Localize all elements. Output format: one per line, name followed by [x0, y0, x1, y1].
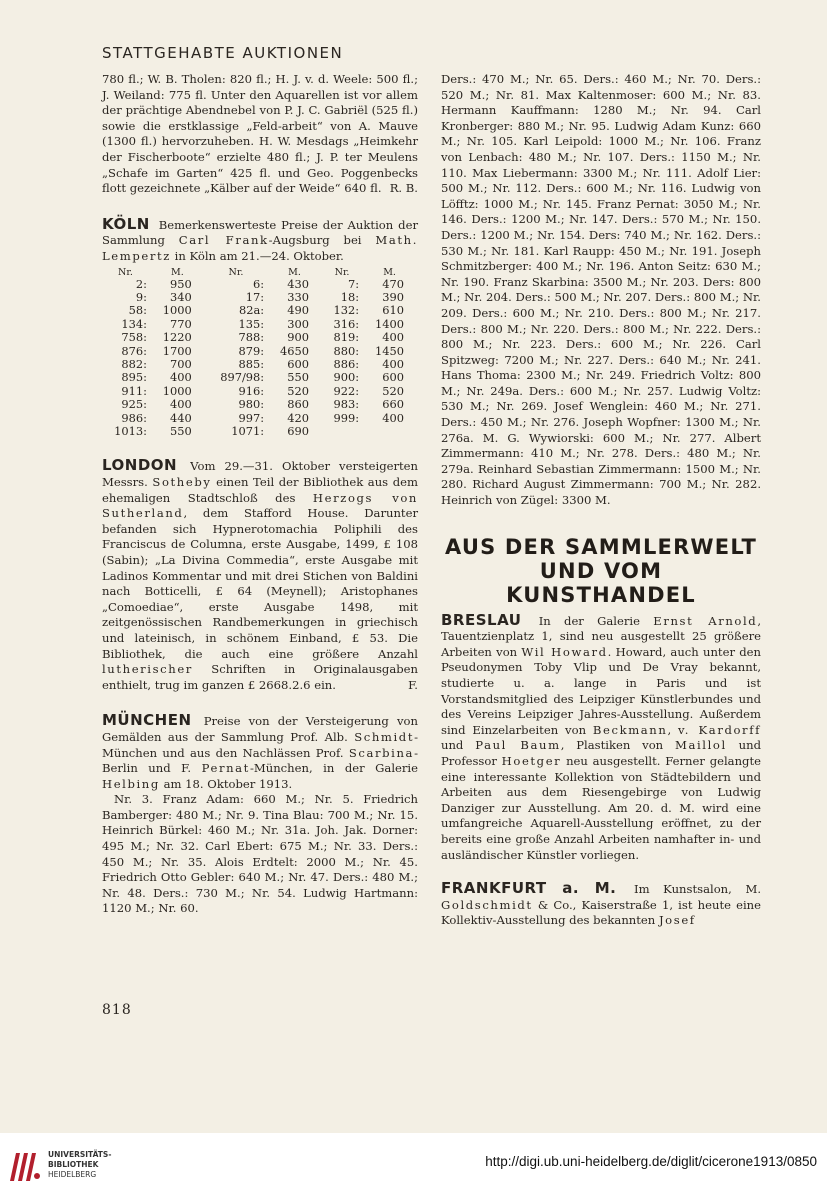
- lot-number-cell: 911:: [121, 383, 147, 398]
- logo-text: [48, 1150, 111, 1180]
- table-row: [102, 318, 418, 331]
- frankfurt-text-b: & Co., Kaiserstraße 1, ist heute eine Kollektiv-Ausstellung des bekannten: [441, 897, 762, 928]
- logo-line-1: UNIVERSITÄTS-: [48, 1150, 112, 1159]
- koeln-name: Carl Frank: [178, 233, 269, 248]
- logo-line-3: HEIDELBERG: [48, 1170, 97, 1179]
- university-library-logo-icon: [8, 1149, 42, 1183]
- price-cell: 440: [170, 410, 192, 425]
- frankfurt-name2: Josef: [658, 913, 696, 928]
- london-name: Sotheby: [152, 475, 212, 489]
- section-title-line-2: UND VOM KUNSTHANDEL: [506, 558, 696, 607]
- lot-number-cell: 876:: [121, 343, 147, 358]
- price-cell: 330: [287, 289, 309, 304]
- muenchen-continued: Ders.: 470 M.; Nr. 65. Ders.: 460 M.; Nr. 70. Ders.: 520 M.; Nr. 81. Max Kaltenmoser: 600 M.; Nr. 83. Hermann Kauffmann: 1280 M.; Nr. 94. Carl Kronberger: 880 M.; Nr. 95. Ludwig Adam Kunz: 660 M.; Nr. 105. Karl Leipold: 1000 M.; Nr. 106. Franz von Lenbach: 480 M.; Nr. 107. Ders.: 1150 M.; Nr. 110. Max Liebermann: 3300 M.; Nr. 111. Adolf Lier: 500 M.; Nr. 112. Ders.: 600 M.; Nr. 116. Ludwig von Löfftz: 1000 M.; Nr. 145. Franz Pernat: 3050 M.; Nr. 146. Ders.: 1200 M.; Nr. 147. Ders.: 570 M.; Nr. 150. Ders.: 1200 M.; Nr. 154. Ders: 740 M.; Nr. 162. Ders.: 530 M.; Nr. 181. Karl Raupp: 450 M.; Nr. 191. Joseph Schmitzberger: 400 M.; Nr. 196. Anton Seitz: 630 M.; Nr. 190. Franz Skarbina: 3500 M.; Nr. 203. Ders: 800 M.; Nr. 204. Ders.: 500 M.; Nr. 207. Ders.: 800 M.; Nr. 209. Ders.: 600 M.; Nr. 210. Ders.: 800 M.; Nr. 217. Ders.: 800 M.; Nr. 220. Ders.: 800 M.; Nr. 222. Ders.: 800 M.; Nr. 223. Ders.: 600 M.; Nr. 226. Carl Spitzweg: 7200 M.; Nr. 227. Ders.: 640 M.; Nr. 241. Hans Thoma: 2300 M.; Nr. 249. Friedrich Voltz: 800 M.; Nr. 249a. Ders.: 600 M.; Nr. 257. Ludwig Voltz: 530 M.; Nr. 269. Josef Wenglein: 460 M.; Nr. 271. Ders.: 450 M.; Nr. 276. Joseph Wopfner: 1300 M.; Nr. 276a. M. G. Wywiorski: 600 M.; Nr. 277. Albert Zimmermann: 410 M.; Nr. 278. Ders.: 480 M.; Nr. 279a. Reinhard Sebastian Zimmermann: 1500 M.; Nr. 280. Richard August Zimmermann: 700 M.; Nr. 282. Heinrich von Zügel: 3300 M.: [441, 72, 761, 508]
- breslau-name2: Wil Howard: [521, 644, 608, 659]
- lot-number-cell: 788:: [238, 330, 265, 345]
- lot-number-cell: 58:: [128, 303, 147, 318]
- city-heading-london: LONDON: [102, 456, 178, 475]
- price-cell: 860: [287, 397, 309, 412]
- breslau-name5: Paul Baum: [475, 738, 561, 753]
- table-row: [102, 345, 418, 358]
- lot-number-cell: 819:: [333, 330, 360, 345]
- lot-number-cell: 885:: [238, 356, 265, 371]
- running-head: STATTGEHABTE AUKTIONEN: [102, 44, 344, 62]
- lot-number-cell: 925:: [121, 397, 147, 412]
- table-row: [102, 304, 418, 317]
- lot-number-cell: 922:: [333, 383, 360, 398]
- lot-number-cell: 916:: [238, 383, 265, 398]
- lot-number-cell: 9:: [135, 289, 147, 304]
- lot-number-cell: 2:: [135, 276, 147, 291]
- koeln-text-b: -Augsburg bei: [268, 233, 362, 248]
- price-cell: 520: [382, 383, 404, 398]
- london-text-a: Vom 29.—31. Oktober versteigerten Messrs.: [102, 459, 419, 489]
- lot-number-cell: 999:: [333, 410, 360, 425]
- city-heading-koeln: KÖLN: [102, 214, 150, 233]
- price-cell: 660: [382, 397, 404, 412]
- muenchen-name2: Scarbina: [348, 745, 415, 760]
- lot-number-cell: 882:: [121, 356, 147, 371]
- section-title: [441, 535, 761, 607]
- price-cell: 690: [287, 424, 309, 438]
- intro-text: 780 fl.; W. B. Tholen: 820 fl.; H. J. v. d. Weele: 500 fl.; J. Weiland: 775 fl. Unter den Aquarellen ist vor allem der prächtige Abendnebel von P. J. C. Gabriël (525 fl.) sowie die erstklassige „Feld-arbeit“ von A. Mauve (1300 fl.) hervorzuheben. H. W. Mesdags „Heimkehr der Fischerboote“ erzielte 480 fl.; J. P. ter Meulens „Schafe im Garten“ 425 fl. und Geo. Poggenbecks flott gezeichnete „Kälber auf der Weide“ 640 fl.: [102, 72, 418, 196]
- col-header-m: M.: [288, 266, 301, 278]
- logo-line-2: BIBLIOTHEK: [48, 1160, 99, 1169]
- price-cell: [361, 425, 418, 438]
- section-title-line-1: AUS DER SAMMLERWELT: [445, 534, 757, 559]
- footer-bar: [0, 1133, 827, 1201]
- price-cell: 4650: [279, 343, 309, 358]
- muenchen-name: Schmidt: [354, 729, 415, 744]
- lot-number-cell: 986:: [121, 410, 147, 425]
- col-header-nr: Nr.: [228, 266, 244, 278]
- price-cell: 950: [170, 276, 192, 291]
- muenchen-name3: Pernat: [201, 761, 250, 776]
- lot-number-cell: 82a:: [239, 303, 265, 318]
- london-text-d: Schriften in Originalausgaben enthielt, trug im ganzen £ 2668.2.6 ein.: [102, 662, 418, 692]
- koeln-text-a: Bemerkenswerteste Preise der Auktion der Sammlung: [102, 217, 418, 248]
- lot-number-cell: 17:: [245, 289, 265, 304]
- price-cell: 600: [287, 356, 309, 371]
- price-cell: 340: [170, 289, 192, 304]
- koeln-text-c: in Köln am 21.—24. Oktober.: [174, 248, 344, 263]
- lot-number-cell: 895:: [121, 370, 147, 385]
- breslau-text-b: , Tauentzienplatz 1, sind neu ausgestellt 25 größere Arbeiten von: [441, 613, 761, 659]
- table-row: [102, 358, 418, 371]
- frankfurt-paragraph: [441, 881, 761, 929]
- breslau-text-g: und Professor: [441, 738, 761, 768]
- lot-number-cell: 879:: [238, 343, 265, 358]
- muenchen-text-c: -Berlin und F.: [102, 745, 418, 776]
- price-cell: 420: [287, 410, 309, 425]
- col-header-nr: Nr.: [334, 266, 350, 278]
- muenchen-price-list: Nr. 3. Franz Adam: 660 M.; Nr. 5. Friedrich Bamberger: 480 M.; Nr. 9. Tina Blau: 700 M.; Nr. 15. Heinrich Bürkel: 460 M.; Nr. 31a. Joh. Jak. Dorner: 495 M.; Nr. 32. Carl Ebert: 675 M.; Nr. 33. Ders.: 450 M.; Nr. 35. Alois Erdtelt: 2000 M.; Nr. 45. Friedrich Otto Gebler: 640 M.; Nr. 47. Ders.: 480 M.; Nr. 48. Ders.: 730 M.; Nr. 54. Ludwig Hartmann: 1120 M.; Nr. 60.: [102, 792, 418, 916]
- lot-number-cell: 886:: [333, 356, 360, 371]
- city-heading-frankfurt: FRANKFURT a. M.: [441, 879, 617, 898]
- price-cell: 550: [287, 370, 309, 385]
- table-row: [102, 385, 418, 398]
- price-cell: 400: [382, 330, 404, 345]
- lot-number-cell: 880:: [333, 343, 360, 358]
- lot-number-cell: 900:: [333, 370, 360, 385]
- price-cell: 550: [170, 424, 192, 438]
- frankfurt-name: Goldschmidt: [441, 897, 533, 912]
- koeln-paragraph: [102, 214, 418, 265]
- london-name3: lutherischer: [102, 662, 193, 677]
- breslau-text-f: , Plastiken von: [560, 738, 664, 753]
- muenchen-text-d: -München, in der Galerie: [249, 761, 418, 776]
- price-cell: 400: [382, 356, 404, 371]
- price-cell: 470: [382, 276, 404, 291]
- muenchen-text-a: Preise von der Versteigerung von Gemälden aus der Sammlung Prof. Alb.: [102, 714, 418, 744]
- london-text-b: einen Teil der Bibliothek aus dem ehemaligen Stadtschloß des: [102, 475, 419, 505]
- lot-number-cell: [323, 425, 361, 438]
- frankfurt-text-a: Im Kunstsalon, M.: [634, 882, 762, 897]
- price-cell: 610: [382, 303, 404, 318]
- breslau-name3: Beckmann: [592, 722, 668, 737]
- london-text-c: , dem Stafford House. Darunter befanden sich Hypnerotomachia Poliphili des Franciscus de Columna, erste Ausgabe, 1499, £ 108 (Sabin); „La Divina Commedia“, erste Ausgabe mit Ladinos Kommentar und mit drei Stichen von Baldini nach Botticelli, £ 64 (Meynell); Aristophanes „Comoediae“, erste Ausgabe 1498, mit zeitgenössischen Randbemerkungen in griechisch und lateinisch, in schönem Einband, £ 53. Die Bibliothek, die auch eine größere Anzahl: [102, 506, 418, 661]
- table-row: [102, 278, 418, 291]
- breslau-name6: Maillol: [675, 738, 727, 753]
- lot-number-cell: 758:: [121, 330, 147, 345]
- intro-paragraph: [102, 72, 418, 197]
- breslau-name7: Hoetger: [501, 753, 562, 768]
- city-heading-muenchen: MÜNCHEN: [102, 711, 192, 730]
- lot-number-cell: 7:: [348, 276, 360, 291]
- koeln-price-table: [102, 267, 418, 439]
- table-row: [102, 412, 418, 425]
- col-header-m: M.: [170, 266, 184, 278]
- page-number: 818: [102, 1002, 132, 1018]
- muenchen-text-b: -München und aus den Nachlässen Prof.: [102, 729, 419, 760]
- price-cell: 400: [170, 370, 192, 385]
- signature: F.: [408, 677, 418, 692]
- lot-number-cell: 1071:: [231, 424, 265, 438]
- lot-number-cell: 134:: [121, 316, 147, 331]
- col-header-nr: Nr.: [118, 266, 133, 278]
- lot-number-cell: 6:: [253, 276, 265, 291]
- price-cell: 1400: [375, 316, 404, 331]
- koeln-name2: Math. Lempertz: [102, 233, 418, 263]
- price-cell: 300: [287, 316, 309, 331]
- city-heading-breslau: BRESLAU: [441, 610, 522, 629]
- table-row: [102, 398, 418, 411]
- muenchen-paragraph: [102, 713, 418, 792]
- price-cell: 400: [382, 410, 404, 425]
- price-cell: 770: [170, 316, 192, 331]
- lot-number-cell: 18:: [340, 289, 360, 304]
- price-cell: 1700: [162, 343, 192, 358]
- price-cell: 1220: [162, 330, 192, 345]
- breslau-paragraph: [441, 610, 761, 864]
- price-cell: 700: [170, 356, 192, 371]
- price-cell: 600: [382, 370, 404, 385]
- london-paragraph: [102, 458, 418, 693]
- lot-number-cell: 316:: [333, 316, 360, 331]
- source-url-link[interactable]: http://digi.ub.uni-heidelberg.de/diglit/cicerone1913/0850: [485, 1154, 817, 1169]
- lot-number-cell: 1013:: [114, 424, 147, 438]
- col-header-m: M.: [383, 266, 396, 278]
- table-row: [102, 425, 418, 438]
- lot-number-cell: 132:: [333, 303, 360, 318]
- muenchen-text-e: am 18. Oktober 1913.: [163, 776, 293, 791]
- lot-number-cell: 135:: [238, 316, 265, 331]
- left-column: [102, 72, 418, 917]
- signature: R. B.: [389, 181, 418, 196]
- breslau-text-a: In der Galerie: [538, 613, 640, 628]
- london-name2: Herzogs von Sutherland: [102, 490, 418, 521]
- breslau-name: Ernst Arnold: [653, 613, 758, 628]
- price-cell: 1450: [375, 343, 404, 358]
- price-cell: 390: [382, 289, 404, 304]
- lot-number-cell: 983:: [333, 397, 360, 412]
- breslau-name4: v. Kardorff: [678, 722, 761, 737]
- price-cell: 1000: [162, 383, 192, 398]
- lot-number-cell: 980:: [238, 397, 265, 412]
- table-row: [102, 291, 418, 304]
- table-row: [102, 331, 418, 344]
- right-column: [441, 72, 761, 929]
- breslau-text-h: neu ausgestellt. Ferner gelangte eine interessante Kollektion von Städtebildern und Arbeiten aus dem Riesengebirge von Ludwig Danziger zur Ausstellung. Am 20. d. M. wird eine umfangreiche Aquarell-Ausstellung eröffnet, zu der bereits eine große Anzahl Arbeiten namhafter in- und ausländischer Künstler vorliegen.: [441, 753, 761, 862]
- price-cell: 900: [287, 330, 309, 345]
- breslau-text-d: ,: [667, 722, 672, 737]
- price-cell: 400: [170, 397, 192, 412]
- breslau-text-c: . Howard, auch unter den Pseudonymen Toby Vlip und De Vray bekannt, studierte u. a. lange in Paris und ist Vorstandsmitglied des Leipziger Künstlerbundes und des Vereins Leipziger Jahres-Ausstellung. Außerdem sind Einzelarbeiten von: [441, 644, 761, 737]
- lot-number-cell: 997:: [238, 410, 265, 425]
- table-row: [102, 371, 418, 384]
- lot-number-cell: 897/98:: [220, 370, 265, 385]
- price-cell: 520: [287, 383, 309, 398]
- price-cell: 490: [287, 303, 309, 318]
- price-cell: 1000: [162, 303, 192, 318]
- price-cell: 430: [287, 276, 309, 291]
- muenchen-name4: Helbing: [102, 776, 160, 791]
- breslau-text-e: und: [441, 738, 464, 753]
